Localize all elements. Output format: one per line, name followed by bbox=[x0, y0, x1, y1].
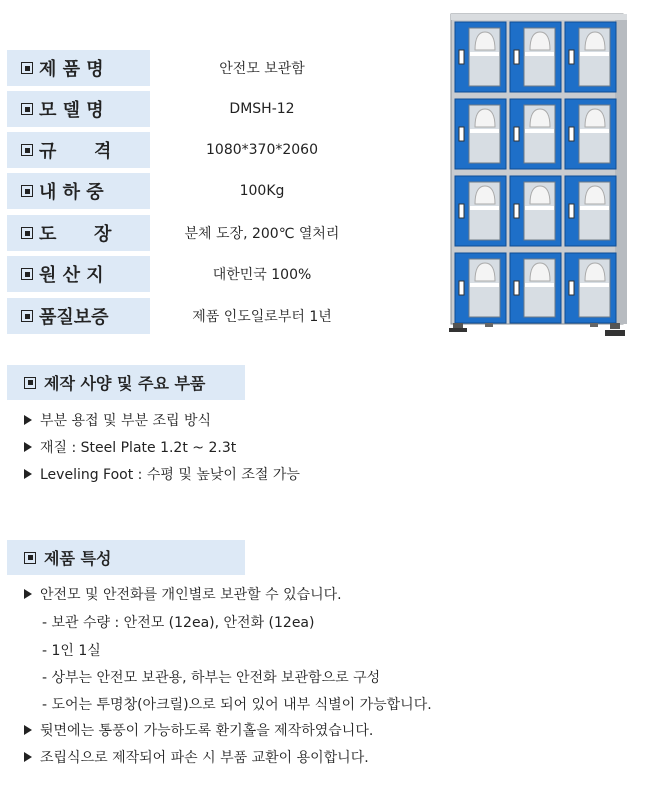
triangle-bullet-icon bbox=[24, 442, 32, 452]
spec-label bbox=[7, 91, 150, 127]
spec-value: 분체 도장, 200℃ 열처리 bbox=[184, 226, 340, 242]
spec-label-text: 도 장 bbox=[39, 224, 112, 245]
square-bullet-icon bbox=[21, 227, 33, 239]
locker-door bbox=[565, 176, 616, 246]
list-item-text: 안전모 및 안전화를 개인별로 보관할 수 있습니다. bbox=[40, 587, 342, 603]
list-item-text: 조립식으로 제작되어 파손 시 부품 교환이 용이합니다. bbox=[40, 750, 369, 766]
triangle-bullet-icon bbox=[24, 725, 32, 735]
locker-door bbox=[510, 99, 561, 169]
triangle-bullet-icon bbox=[24, 589, 32, 599]
sub-item: - 1인 1실 bbox=[42, 643, 101, 659]
list-item-text: Leveling Foot : 수평 및 높낮이 조절 가능 bbox=[40, 467, 300, 483]
locker-door bbox=[455, 176, 506, 246]
spec-label bbox=[7, 256, 150, 292]
spec-row-warranty bbox=[7, 298, 347, 334]
locker-cabinet-image bbox=[445, 12, 630, 344]
locker-door bbox=[565, 99, 616, 169]
spec-row-load bbox=[7, 173, 347, 209]
locker-door bbox=[510, 253, 561, 323]
square-bullet-icon bbox=[21, 268, 33, 280]
spec-value: 대한민국 100% bbox=[212, 267, 312, 283]
locker-door bbox=[510, 176, 561, 246]
spec-value: 1080*370*2060 bbox=[206, 142, 318, 158]
spec-label bbox=[7, 50, 150, 86]
square-bullet-icon bbox=[21, 144, 33, 156]
section-title: 제작 사양 및 주요 부품 bbox=[44, 374, 206, 393]
square-bullet-icon bbox=[21, 310, 33, 322]
square-bullet-icon bbox=[24, 377, 36, 389]
spec-label bbox=[7, 298, 150, 334]
spec-label-text: 원 산 지 bbox=[39, 265, 104, 286]
list-item-text: 재질 : Steel Plate 1.2t ~ 2.3t bbox=[40, 440, 237, 456]
triangle-bullet-icon bbox=[24, 469, 32, 479]
spec-label-text: 내 하 중 bbox=[39, 182, 104, 203]
locker-door bbox=[455, 22, 506, 92]
spec-label-text: 품질보증 bbox=[39, 307, 109, 328]
spec-label-text: 규 격 bbox=[39, 141, 112, 162]
sub-item: - 상부는 안전모 보관용, 하부는 안전화 보관함으로 구성 bbox=[42, 670, 381, 686]
triangle-bullet-icon bbox=[24, 415, 32, 425]
list-item bbox=[24, 720, 373, 740]
triangle-bullet-icon bbox=[24, 752, 32, 762]
spec-label bbox=[7, 173, 150, 209]
sub-item: - 도어는 투명창(아크릴)으로 되어 있어 내부 식별이 가능합니다. bbox=[42, 697, 432, 713]
section-header-features bbox=[7, 540, 245, 575]
square-bullet-icon bbox=[24, 552, 36, 564]
list-item bbox=[24, 437, 236, 457]
square-bullet-icon bbox=[21, 103, 33, 115]
list-item bbox=[24, 584, 342, 604]
square-bullet-icon bbox=[21, 62, 33, 74]
section-header-specs bbox=[7, 365, 245, 400]
locker-door bbox=[455, 253, 506, 323]
list-item bbox=[24, 410, 211, 430]
list-item bbox=[24, 747, 369, 767]
spec-label-text: 모 델 명 bbox=[39, 100, 104, 121]
spec-row-product-name bbox=[7, 50, 347, 86]
spec-row-origin bbox=[7, 256, 347, 292]
locker-door bbox=[565, 253, 616, 323]
list-item-text: 뒷면에는 통풍이 가능하도록 환기홀을 제작하였습니다. bbox=[40, 723, 374, 739]
locker-door bbox=[565, 22, 616, 92]
spec-value: DMSH-12 bbox=[229, 101, 295, 117]
spec-row-model bbox=[7, 91, 347, 127]
list-item-text: 부분 용접 및 부분 조립 방식 bbox=[40, 413, 212, 429]
section-title: 제품 특성 bbox=[44, 549, 112, 568]
spec-label bbox=[7, 215, 150, 251]
spec-value: 100Kg bbox=[239, 183, 285, 199]
locker-door bbox=[455, 99, 506, 169]
spec-label-text: 제 품 명 bbox=[39, 59, 104, 80]
spec-value: 제품 인도일로부터 1년 bbox=[192, 309, 332, 325]
square-bullet-icon bbox=[21, 185, 33, 197]
list-item bbox=[24, 464, 300, 484]
spec-row-coating bbox=[7, 215, 347, 251]
locker-door bbox=[510, 22, 561, 92]
spec-label bbox=[7, 132, 150, 168]
sub-item: - 보관 수량 : 안전모 (12ea), 안전화 (12ea) bbox=[42, 615, 315, 631]
spec-row-size bbox=[7, 132, 347, 168]
spec-value: 안전모 보관함 bbox=[219, 61, 305, 77]
